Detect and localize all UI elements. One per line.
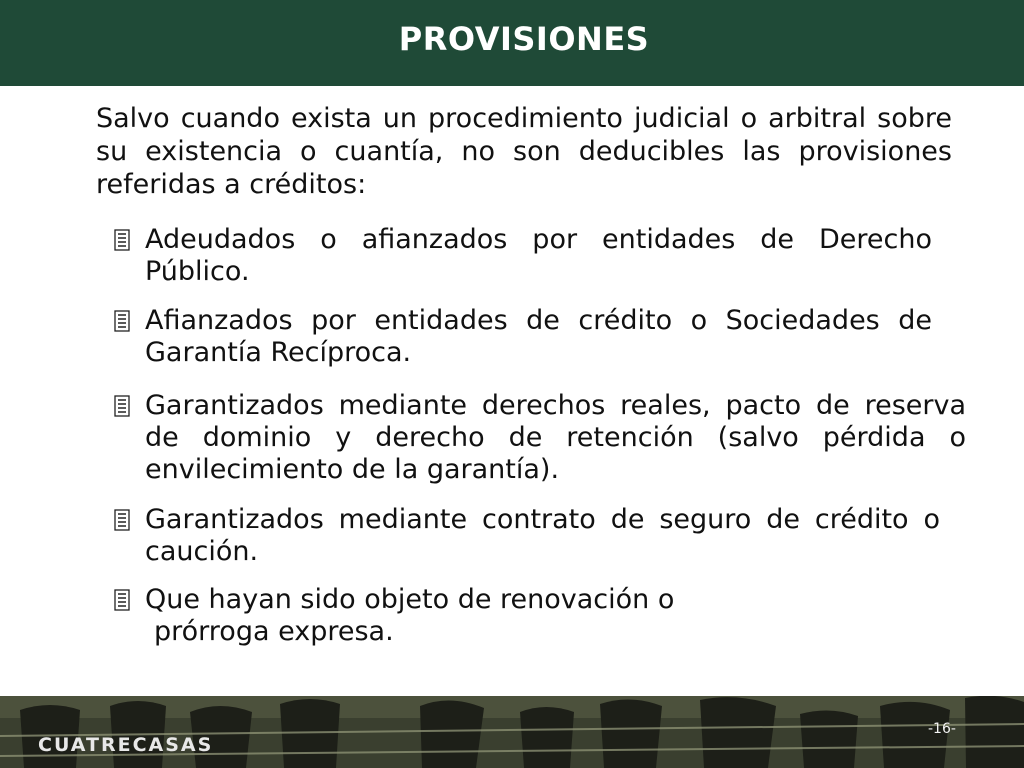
bullet-text-line: Que hayan sido objeto de renovación o bbox=[145, 584, 675, 615]
bullet-item bbox=[112, 224, 932, 288]
bullet-item bbox=[112, 305, 932, 369]
document-lines-icon bbox=[112, 504, 134, 536]
document-lines-icon bbox=[112, 305, 134, 337]
slide-title: PROVISIONES bbox=[398, 20, 650, 58]
bullet-item bbox=[112, 584, 932, 648]
bullet-text: Afianzados por entidades de crédito o Sociedades de Garantía Recíproca. bbox=[145, 305, 932, 368]
document-lines-icon bbox=[112, 390, 134, 422]
bullet-text: Garantizados mediante derechos reales, pacto de reserva de dominio y derecho de retención (salvo pérdida o envilecimiento de la garantía). bbox=[145, 390, 966, 485]
bullet-text: Garantizados mediante contrato de seguro de crédito o caución. bbox=[145, 504, 940, 567]
document-lines-icon bbox=[112, 584, 134, 616]
auditorium-seats-photo bbox=[0, 696, 1024, 768]
bullet-item bbox=[112, 390, 966, 486]
bullet-item bbox=[112, 504, 940, 568]
footer-photo-band bbox=[0, 696, 1024, 768]
page-number: -16- bbox=[928, 721, 956, 737]
document-lines-icon bbox=[112, 224, 134, 256]
bullet-text: Adeudados o afianzados por entidades de Derecho Público. bbox=[145, 224, 932, 287]
brand-logo-text: CUATRECASAS bbox=[38, 734, 214, 756]
intro-paragraph: Salvo cuando exista un procedimiento judicial o arbitral sobre su existencia o cuantía, no son deducibles las provisiones referidas a créditos: bbox=[96, 103, 952, 200]
bullet-text bbox=[145, 584, 932, 648]
bullet-text-line: prórroga expresa. bbox=[154, 616, 394, 647]
